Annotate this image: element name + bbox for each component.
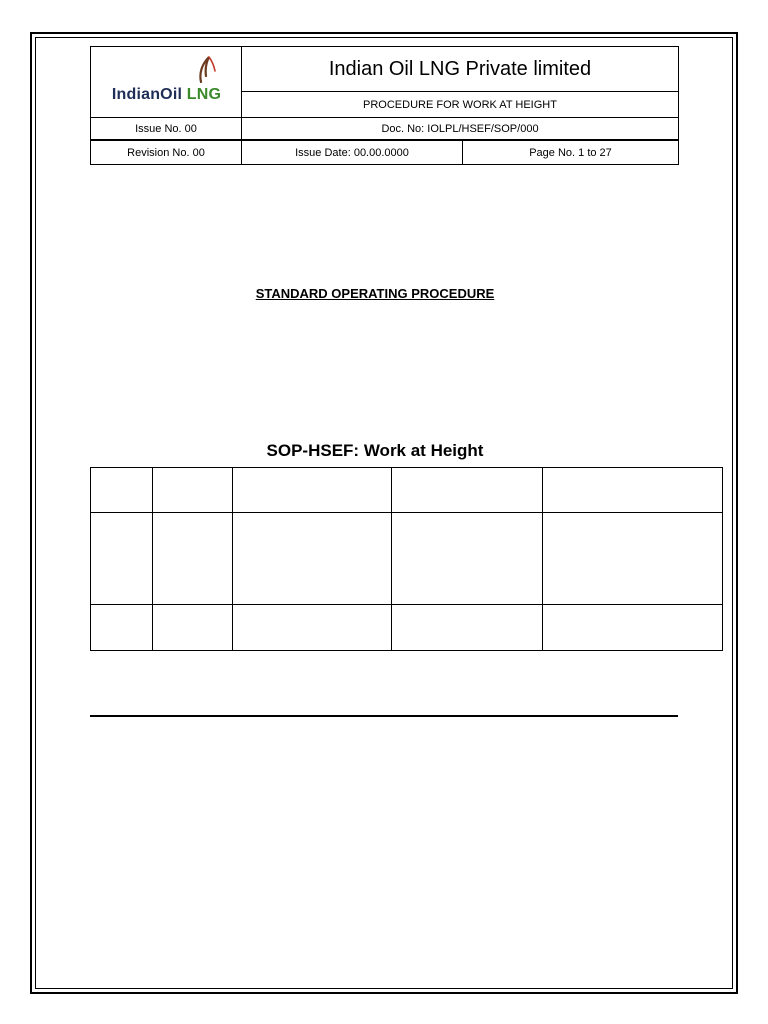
table-row	[91, 513, 723, 605]
revision-number: Revision No. 00	[91, 141, 242, 164]
horizontal-divider	[90, 715, 678, 717]
table-cell	[91, 468, 153, 513]
page-number: Page No. 1 to 27	[529, 146, 612, 159]
table-cell	[392, 605, 543, 651]
document-number: Doc. No: IOLPL/HSEF/SOP/000	[381, 122, 539, 135]
table-row	[91, 605, 723, 651]
document-header	[90, 46, 679, 165]
logo-text-primary: IndianOil	[111, 86, 183, 103]
table-cell	[91, 513, 153, 605]
issue-date: Issue Date: 00.00.0000	[242, 141, 463, 164]
table-cell	[91, 605, 153, 651]
table-cell	[232, 605, 392, 651]
table-cell	[543, 513, 723, 605]
table-cell	[543, 605, 723, 651]
logo-text	[91, 86, 242, 104]
issue-number: Issue No. 00	[91, 118, 242, 139]
company-logo	[91, 47, 242, 117]
sop-heading: STANDARD OPERATING PROCEDURE	[255, 286, 495, 301]
table-cell	[392, 468, 543, 513]
table-cell	[152, 468, 232, 513]
table-cell	[232, 468, 392, 513]
table-cell	[543, 468, 723, 513]
company-name: Indian Oil LNG Private limited	[242, 47, 678, 92]
table-cell	[232, 513, 392, 605]
table-cell	[392, 513, 543, 605]
table-row	[91, 468, 723, 513]
header-row-issue	[91, 117, 678, 141]
table-cell	[152, 513, 232, 605]
header-row-revision	[91, 141, 678, 164]
flame-logo-icon	[195, 55, 217, 83]
sop-title: SOP-HSEF: Work at Height	[266, 441, 484, 460]
table-cell	[152, 605, 232, 651]
logo-text-accent: LNG	[186, 86, 222, 103]
revision-table	[90, 467, 723, 651]
procedure-title: PROCEDURE FOR WORK AT HEIGHT	[363, 98, 557, 111]
